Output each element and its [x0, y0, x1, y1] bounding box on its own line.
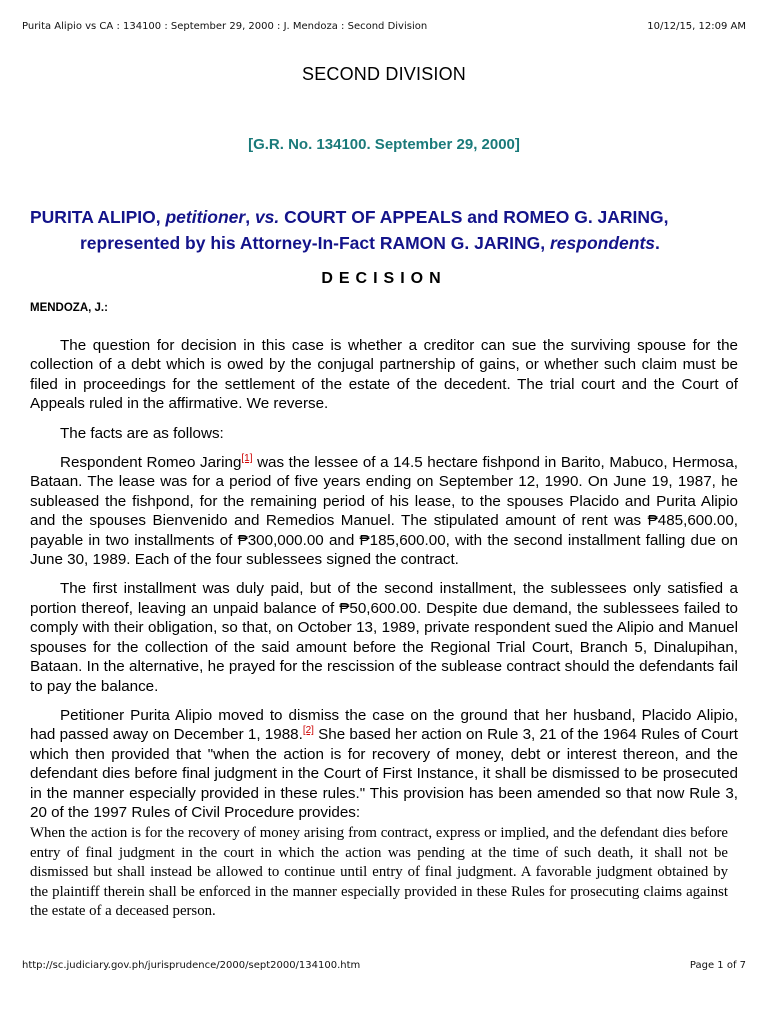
decision-body [30, 336, 738, 832]
header-datetime: 10/12/15, 12:09 AM [647, 21, 746, 32]
print-header [22, 21, 746, 32]
case-parties: PURITA ALIPIO, petitioner, vs. COURT OF APPEALS and ROMEO G. JARING, represented by his Attorney-In-Fact RAMON G. JARING, respondents. [30, 204, 738, 256]
footnote-link-2[interactable]: [2] [302, 725, 314, 737]
division-title: SECOND DIVISION [301, 64, 467, 84]
decision-heading: DECISION [321, 270, 447, 287]
gr-number: [G.R. No. 134100. September 29, 2000] [248, 136, 520, 153]
paragraph-1: The question for decision in this case is whether a creditor can sue the surviving spouse for the collection of a debt which is owed by the conjugal partnership of gains, or whether such claim must be filed in proceedings for the settlement of the estate of the decedent. The trial court and the Court of Appeals ruled in the affirmative. We reverse. [30, 337, 738, 413]
footnote-link-1[interactable]: [1] [241, 452, 253, 464]
respondent-line2: represented by his Attorney-In-Fact RAMON G. JARING, respondents. [80, 233, 660, 253]
paragraph-4: The first installment was duly paid, but of the second installment, the sublessees only satisfied a portion thereof, leaving an unpaid balance of ₱50,600.00. Despite due demand, the sublessees failed to comply with their obligation, so that, on October 13, 1989, private respondent sued the Alipio and Manuel spouses for the collection of the said amount before the Regional Trial Court, Branch 5, Dinalupihan, Bataan. In the alternative, he prayed for the rescission of the sublease contract should the defendants fail to pay the balance. [30, 580, 738, 695]
paragraph-5: Petitioner Purita Alipio moved to dismiss the case on the ground that her husband, Placido Alipio, had passed away on December 1, 1988.[2] She based her action on Rule 3, 21 of the 1964 Rules of Court which then provided that "when the action is for recovery of money, debt or interest thereon, and the defendant dies before final judgment in the Court of First Instance, it shall be dismissed to be prosecuted in the manner especially provided in these rules." This provision has been amended so that now Rule 3, 20 of the 1997 Rules of Civil Procedure provides: [30, 706, 738, 821]
respondent-role: respondents [549, 233, 656, 253]
respondent-part1: COURT OF APPEALS and ROMEO G. JARING, [284, 207, 669, 227]
print-footer [22, 960, 746, 971]
versus: vs. [254, 207, 280, 227]
footer-url: http://sc.judiciary.gov.ph/jurisprudence/2000/sept2000/134100.htm [22, 960, 361, 971]
ponente: MENDOZA, J.: [30, 302, 108, 314]
petitioner-role: petitioner [165, 207, 246, 227]
respondent-part2: represented by his Attorney-In-Fact RAMON G. JARING, [80, 233, 546, 253]
header-title: Purita Alipio vs CA : 134100 : September 29, 2000 : J. Mendoza : Second Division [22, 21, 428, 32]
paragraph-2: The facts are as follows: [60, 424, 224, 442]
paragraph-3: Respondent Romeo Jaring[1] was the lessee of a 14.5 hectare fishpond in Barito, Mabuco, Hermosa, Bataan. The lease was for a period of five years ending on September 12, 1990. On June 19, 1987, he subleased the fishpond, for the remaining period of his lease, to the spouses Placido and Purita Alipio and the spouses Bienvenido and Remedios Manuel. The stipulated amount of rent was ₱485,600.00, payable in two installments of ₱300,000.00 and ₱185,600.00, with the second installment falling due on June 30, 1989. Each of the four sublessees signed the contract. [30, 452, 739, 569]
petitioner-name: PURITA ALIPIO, [30, 207, 161, 227]
quoted-rule: When the action is for the recovery of money arising from contract, express or implied, and the defendant dies before entry of final judgment in the court in which the action was pending at the time of such death, it shall not be dismissed but shall instead be allowed to continue until entry of final judgment. A favorable judgment obtained by the plaintiff therein shall be enforced in the manner especially provided in these Rules for prosecuting claims against the estate of a deceased person. [30, 825, 728, 920]
footer-page: Page 1 of 7 [689, 960, 746, 971]
